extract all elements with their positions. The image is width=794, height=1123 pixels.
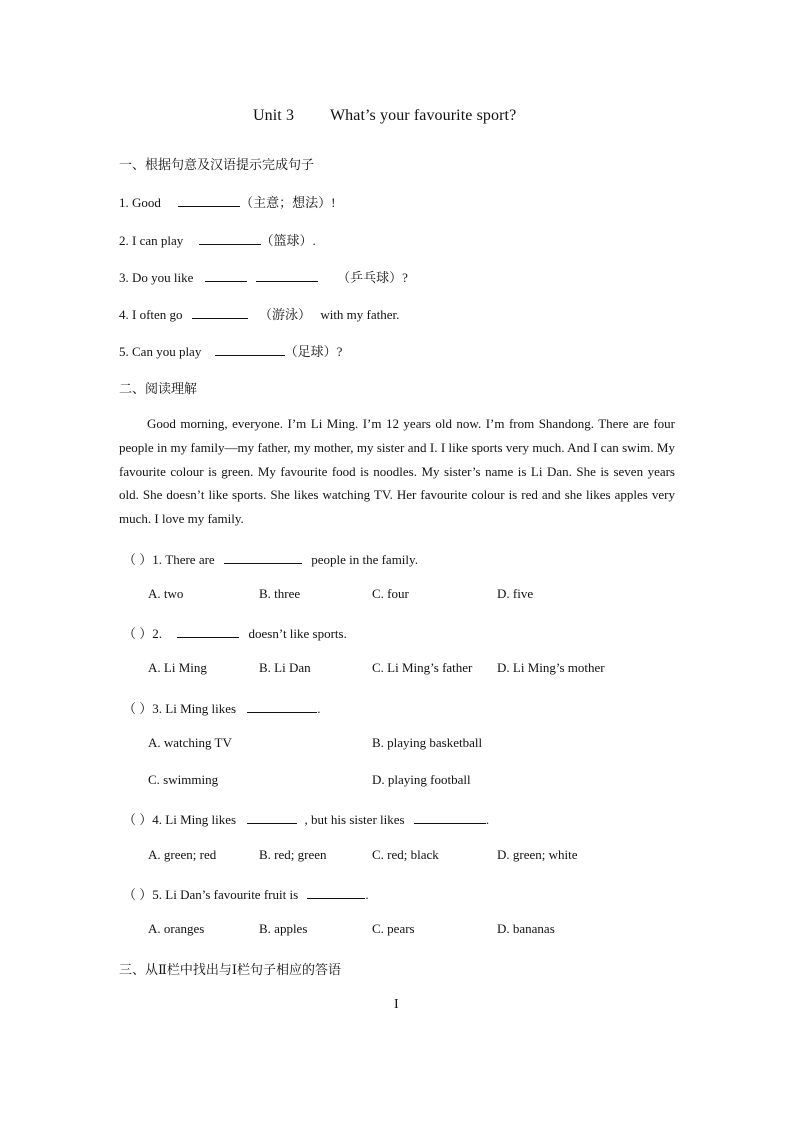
answer-blank [177,625,239,638]
q2-option-d[interactable]: D. Li Ming’s mother [497,660,605,675]
fill-item-4 [119,304,399,323]
q5-option-d[interactable]: D. bananas [497,921,555,936]
item-suffix: with my father. [320,307,400,322]
answer-blank [414,811,486,824]
column-label: I [394,997,399,1012]
section3-heading: 三、从Ⅱ栏中找出与Ⅰ栏句子相应的答语 [119,962,341,977]
section1-heading: 一、根据句意及汉语提示完成句子 [119,157,315,172]
item-prefix: 5. Can you play [119,344,202,359]
q3-option-d[interactable]: D. playing football [372,772,471,787]
question-text-mid: , but his sister likes [304,812,405,827]
q4-option-c[interactable]: C. red; black [372,847,439,862]
page-title [253,107,516,125]
item-hint: （游泳） [259,307,312,322]
q1-option-b[interactable]: B. three [259,586,301,601]
unit-label: Unit 3 [253,107,295,124]
q5-option-c[interactable]: C. pears [372,921,415,936]
question-text-end: . [485,812,490,827]
question-text-end: doesn’t like sports. [248,626,347,641]
answer-bracket[interactable]: （ ） [123,812,153,827]
q3-option-a[interactable]: A. watching TV [148,735,232,750]
item-prefix: 3. Do you like [119,270,194,285]
question-4 [123,809,489,828]
q4-option-d[interactable]: D. green; white [497,847,578,862]
question-text-end: . [365,887,369,902]
fill-item-3 [119,267,408,286]
fill-item-5 [119,341,342,360]
question-text: 1. There are [152,552,215,567]
question-text-end: people in the family. [311,552,418,567]
q5-option-b[interactable]: B. apples [259,921,308,936]
answer-blank [307,886,365,899]
question-text: 2. [152,626,163,641]
section2-heading: 二、阅读理解 [119,381,198,396]
question-3 [123,698,321,717]
answer-bracket[interactable]: （ ） [123,887,153,902]
q1-option-d[interactable]: D. five [497,586,534,601]
answer-bracket[interactable]: （ ） [123,552,153,567]
item-hint: （主意；想法）! [240,195,336,210]
fill-item-1 [119,192,335,211]
answer-blank[interactable] [215,343,285,356]
q4-option-b[interactable]: B. red; green [259,847,327,862]
item-prefix: 1. Good [119,195,161,210]
q1-option-a[interactable]: A. two [148,586,184,601]
reading-passage: Good morning, everyone. I’m Li Ming. I’m 12 years old now. I’m from Shandong. There are four people in my family—my father, my mother, my sister and I. I like sports very much. And I can swim. My favourite colour is green. My favourite food is noodles. My sister’s name is Li Dan. She is seven years old. She doesn’t like sports. She likes watching TV. Her favourite colour is red and she likes apples very much. I love my family. [119,416,675,527]
answer-blank[interactable] [178,194,240,207]
answer-bracket[interactable]: （ ） [123,701,153,716]
question-2 [123,623,347,642]
q4-option-a[interactable]: A. green; red [148,847,217,862]
q2-option-c[interactable]: C. Li Ming’s father [372,660,473,675]
question-5 [123,884,369,903]
answer-blank[interactable] [256,269,318,282]
fill-item-2 [119,230,316,249]
unit-question: What’s your favourite sport? [329,107,517,124]
question-text-end: . [317,701,321,716]
question-text: 4. Li Ming likes [152,812,237,827]
item-hint: （乒乓球）? [337,270,408,285]
q1-option-c[interactable]: C. four [372,586,409,601]
answer-bracket[interactable]: （ ） [123,626,153,641]
q5-option-a[interactable]: A. oranges [148,921,205,936]
answer-blank[interactable] [192,306,248,319]
item-prefix: 2. I can play [119,233,184,248]
q3-option-b[interactable]: B. playing basketball [372,735,483,750]
q2-option-b[interactable]: B. Li Dan [259,660,311,675]
q2-option-a[interactable]: A. Li Ming [148,660,207,675]
answer-blank [247,700,317,713]
answer-blank [247,811,297,824]
answer-blank[interactable] [205,269,247,282]
item-prefix: 4. I often go [119,307,183,322]
question-text: 3. Li Ming likes [152,701,237,716]
q3-option-c[interactable]: C. swimming [148,772,219,787]
item-hint: （足球）? [284,344,343,359]
item-hint: （篮球）. [260,233,316,248]
question-text: 5. Li Dan’s favourite fruit is [152,887,299,902]
question-1 [123,549,418,568]
answer-blank [224,551,302,564]
answer-blank[interactable] [199,232,261,245]
